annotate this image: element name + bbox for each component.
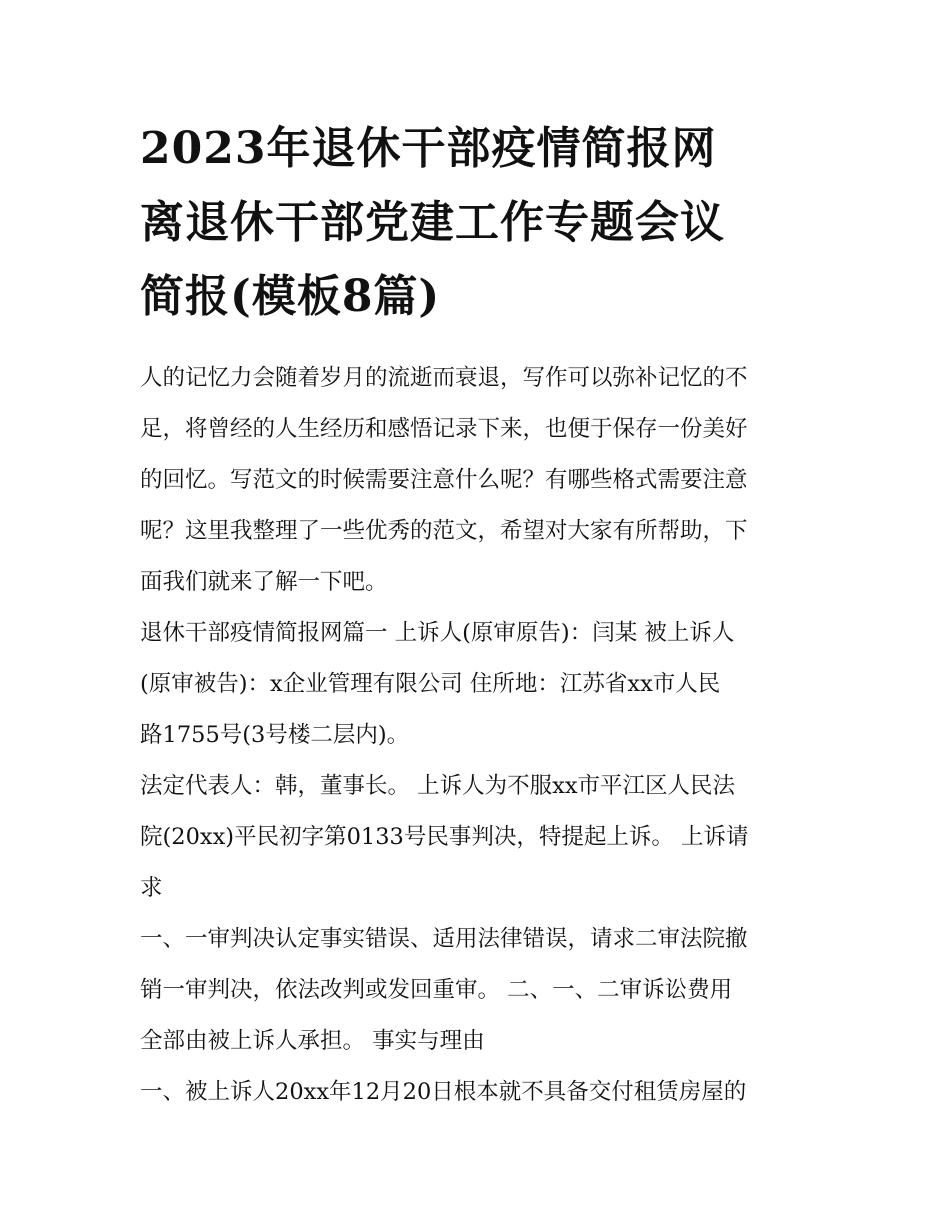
text-line: 人的记忆力会随着岁月的流逝而衰退，写作可以弥补记忆的不 (140, 365, 748, 391)
text-line: 的回忆。写范文的时候需要注意什么呢？有哪些格式需要注意 (140, 467, 748, 493)
paragraph-representative (140, 761, 820, 914)
text-line: 路1755号(3号楼二层内)。 (140, 722, 410, 748)
text-line: 求 (140, 875, 163, 901)
text-line: (原审被告)：x企业管理有限公司 住所地：江苏省xx市人民 (140, 671, 721, 697)
paragraph-parties (140, 608, 820, 761)
document-body (140, 353, 820, 1118)
text-line: 法定代表人：韩，董事长。 上诉人为不服xx市平江区人民法 (140, 773, 736, 799)
text-line: 一、被上诉人20xx年12月20日根本就不具备交付租赁房屋的 (140, 1079, 747, 1105)
paragraph-intro (140, 353, 820, 608)
document-title (140, 112, 820, 334)
text-line: 退休干部疫情简报网篇一 上诉人(原审原告)：闫某 被上诉人 (140, 620, 735, 646)
text-line: 院(20xx)平民初字第0133号民事判决，特提起上诉。 上诉请 (140, 824, 749, 850)
text-line: 一、一审判决认定事实错误、适用法律错误，请求二审法院撤 (140, 926, 748, 952)
text-line: 销一审判决，依法改判或发回重审。 二、一、二审诉讼费用 (140, 977, 733, 1003)
paragraph-facts (140, 1067, 820, 1118)
paragraph-requests (140, 914, 820, 1067)
text-line: 全部由被上诉人承担。 事实与理由 (140, 1028, 485, 1054)
text-line: 足，将曾经的人生经历和感悟记录下来，也便于保存一份美好 (140, 416, 748, 442)
title-line-2: 离退休干部党建工作专题会议 (140, 197, 725, 248)
text-line: 面我们就来了解一下吧。 (140, 569, 388, 595)
title-line-3: 简报(模板8篇) (140, 271, 441, 322)
title-line-1: 2023年退休干部疫情简报网 (140, 123, 717, 174)
text-line: 呢？这里我整理了一些优秀的范文，希望对大家有所帮助，下 (140, 518, 748, 544)
